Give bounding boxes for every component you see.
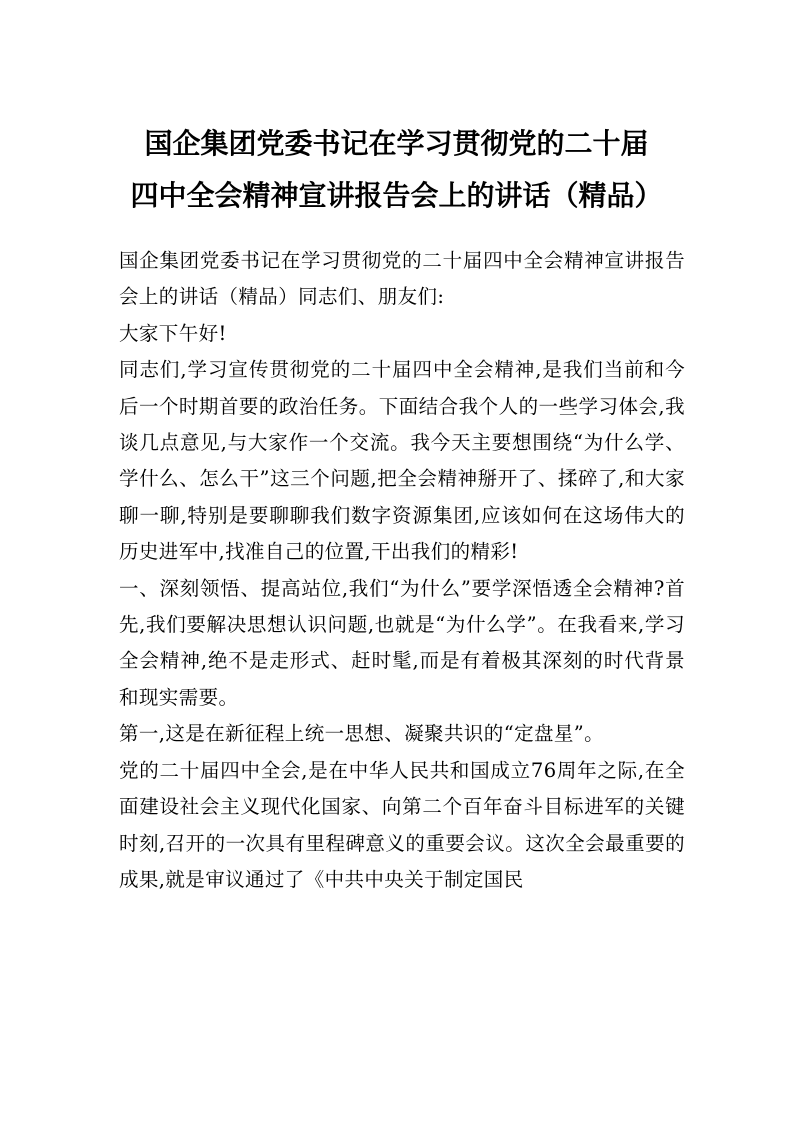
document-body bbox=[119, 243, 685, 898]
document-title bbox=[90, 118, 703, 222]
paragraph-opening: 同志们,学习宣传贯彻党的二十届四中全会精神,是我们当前和今后一个时期首要的政治任务。下面结合我个人的一些学习体会,我谈几点意见,与大家作一个交流。我今天主要想围绕“为什么学、学什么、怎么干”这三个问题,把全会精神掰开了、揉碎了,和大家聊一聊,特别是要聊聊我们数字资源集团,应该如何在这场伟大的历史进军中,找准自己的位置,干出我们的精彩! bbox=[119, 358, 685, 564]
title-line-2: 四中全会精神宣讲报告会上的讲话（精品） bbox=[130, 179, 663, 212]
paragraph-plenary: 党的二十届四中全会,是在中华人民共和国成立76周年之际,在全面建设社会主义现代化国家、向第二个百年奋斗目标进军的关键时刻,召开的一次具有里程碑意义的重要会议。这次全会最重要的成果,就是审议通过了《中共中央关于制定国民 bbox=[119, 758, 685, 891]
paragraph-intro: 国企集团党委书记在学习贯彻党的二十届四中全会精神宣讲报告会上的讲话（精品）同志们、朋友们: bbox=[119, 249, 685, 309]
title-line-1: 国企集团党委书记在学习贯彻党的二十届 bbox=[144, 127, 649, 160]
paragraph-section-one: 一、深刻领悟、提高站位,我们“为什么”要学深悟透全会精神?首先,我们要解决思想认识问题,也就是“为什么学”。在我看来,学习全会精神,绝不是走形式、赶时髦,而是有着极其深刻的时代背景和现实需要。 bbox=[119, 576, 685, 709]
paragraph-greeting: 大家下午好! bbox=[119, 321, 227, 345]
paragraph-point-one: 第一,这是在新征程上统一思想、凝聚共识的“定盘星”。 bbox=[119, 722, 605, 746]
